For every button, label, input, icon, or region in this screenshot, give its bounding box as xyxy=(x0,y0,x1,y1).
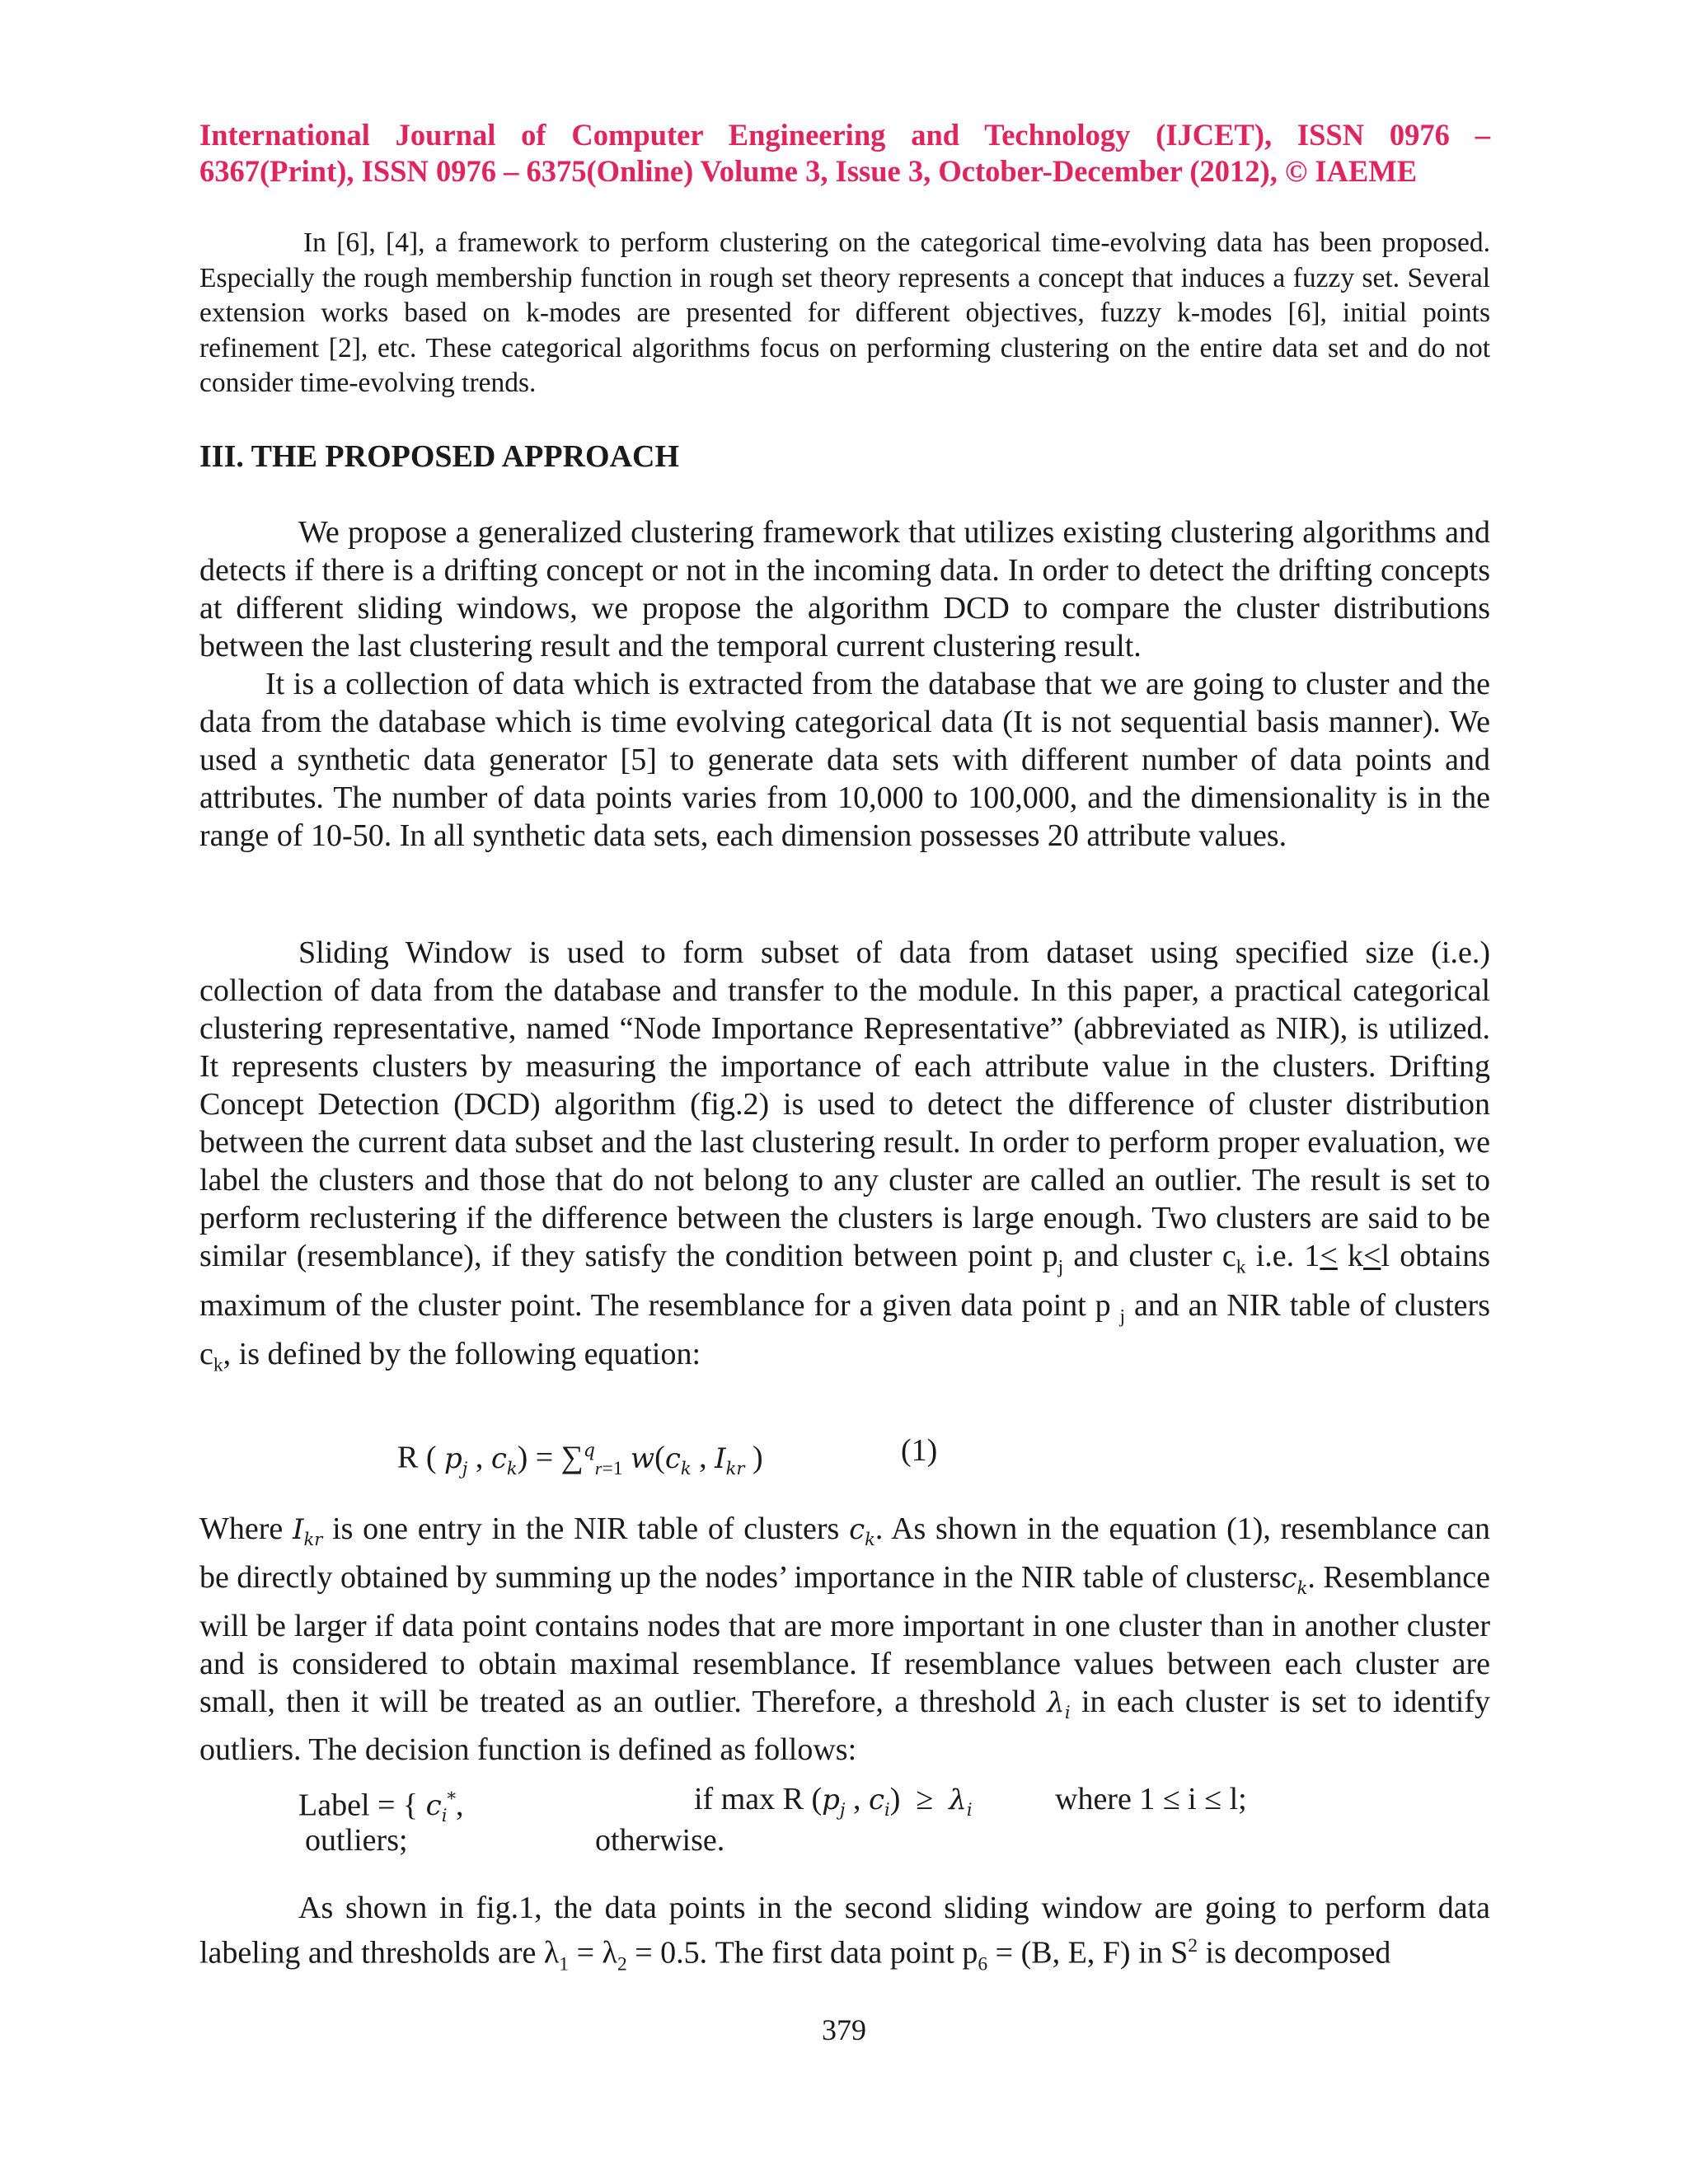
text-shown: . As shown in the equation (1), resemblance can be directly obtained by summing up the nodes’ importance in the NIR table of clusters xyxy=(199,1511,1491,1595)
text-ie: i.e. 1 xyxy=(1255,1239,1320,1273)
text-and-nir: and an NIR table of clusters c xyxy=(199,1287,1490,1372)
equation-1-lhs: R ( xyxy=(397,1440,437,1475)
decision-if-text: if max R ( xyxy=(694,1782,823,1816)
text-fig-3: = 0.5. The first data point p xyxy=(635,1935,978,1971)
approach-paragraphs xyxy=(199,513,1490,855)
paragraph-approach xyxy=(199,513,1490,665)
journal-header xyxy=(199,117,1490,190)
decision-otherwise: otherwise. xyxy=(595,1823,725,1858)
intro-text: In [6], [4], a framework to perform clustering on the categorical time-evolving data has been proposed. Especially the rough membership function in rough set theory represents a concept that induces a fuzzy set. Several extension works based on k-modes are presented for different objectives, fuzzy k-modes [6], initial points refinement [2], etc. These categorical algorithms focus on performing clustering on the entire data set and do not consider time-evolving trends. xyxy=(199,227,1490,398)
equation-1: R ( $p_j$ , $c_k) = \sum^q_{r=1}$ $w(c_k$ , $I_{kr}$ ) xyxy=(397,1440,763,1480)
text-decision: in each cluster is set to identify outliers. The decision function is defined as follows: xyxy=(199,1684,1491,1768)
text-where: Where xyxy=(199,1511,284,1546)
paragraph-where: Where $I_{kr}$ is one entry in the NIR table of clusters $c_k$. As shown in the equation (1), resemblance can be directly obtained by summing up the nodes’ importance in the NIR table of clustersc$_k$. Resemblance will be larger if data point contains nodes that are more important in one cluster than in another cluster and is considered to obtain maximal resemblance. If resemblance values between each cluster are small, then it will be treated as an outlier. Therefore, a threshold $\lambda_i$ in each cluster is set to identify outliers. The decision function is defined as follows: xyxy=(199,1511,1491,1768)
journal-header-line2: 6367(Print), ISSN 0976 – 6375(Online) Volume 3, Issue 3, October-December (2012), © IAEME xyxy=(199,154,1418,188)
paragraph-window: Sliding Window is used to form subset of data from dataset using specified size (i.e.) collection of data from the database and transfer to the module. In this paper, a practical categorical clustering representative, named “Node Importance Representative” (abbreviated as NIR), is utilized. It represents clusters by measuring the importance of each attribute value in the clusters. Drifting Concept Detection (DCD) algorithm (fig.2) is used to detect the difference of cluster distribution between the current data subset and the last clustering result. In order to perform proper evaluation, we label the clusters and those that do not belong to any cluster are called an outlier. The result is set to perform reclustering if the difference between the clusters is large enough. Two clusters are said to be similar (resemblance), if they satisfy the condition between point $p_j$ and cluster $c_k$ i.e. 1< k<l obtains maximum of the cluster point. The resemblance for a given data point p $_j$ and an NIR table of clusters $c_k$, is defined by the following equation: xyxy=(199,935,1490,1376)
section-title: III. THE PROPOSED APPROACH xyxy=(199,439,680,474)
paragraph-data xyxy=(199,665,1490,855)
paragraph-window-text: Sliding Window is used to form subset of data from dataset using specified size (i.e.) collection of data from the database and transfer to the module. In this paper, a practical categorical clustering representative, named “Node Importance Representative” (abbreviated as NIR), is utilized. It represents clusters by measuring the importance of each attribute value in the clusters. Drifting Concept Detection (DCD) algorithm (fig.2) is used to detect the difference of cluster distribution between the current data subset and the last clustering result. In order to perform proper evaluation, we label the clusters and those that do not belong to any cluster are called an outlier. The result is set to perform reclustering if the difference between the clusters is large enough. Two clusters are said to be similar (resemblance), if they satisfy the condition between point xyxy=(199,935,1490,1273)
text-defined: , is defined by the following equation: xyxy=(223,1337,701,1372)
decision-label-text: Label = { xyxy=(298,1788,419,1823)
decision-condition: if max R ($p_j$ , $c_i) \ge \lambda_i$ xyxy=(694,1782,973,1820)
text-fig-4: = (B, E, F) in S xyxy=(995,1935,1189,1971)
intro-paragraph xyxy=(199,226,1490,401)
text-resemblance: . Resemblance will be larger if data point contains nodes that are more important in one cluster than in another cluster and is considered to obtain maximal resemblance. If resemblance values between each cluster are small, then it will be treated as an outlier. Therefore, a threshold xyxy=(199,1559,1490,1719)
text-fig-1: As shown in fig.1, the data points in the second sliding window are going to perform data labeling and thresholds are λ xyxy=(199,1891,1490,1971)
text-fig-2: = λ xyxy=(576,1935,617,1971)
decision-outliers: outliers; xyxy=(305,1823,408,1858)
text-fig-5: is decomposed xyxy=(1205,1935,1391,1971)
text-and-cluster: and cluster xyxy=(1073,1239,1212,1273)
paragraph-data-text: It is a collection of data which is extracted from the database that we are going to cluster and the data from the database which is time evolving categorical data (It is not sequential basis manner). We used a synthetic data generator [5] to generate data sets with different number of data points and attributes. The number of data points varies from 10,000 to 100,000, and the dimensionality is in the range of 10-50. In all synthetic data sets, each dimension possesses 20 attribute values. xyxy=(199,667,1490,853)
page-number: 379 xyxy=(822,2013,866,2046)
equation-1-number: (1) xyxy=(901,1433,938,1468)
text-entry: is one entry in the NIR table of clusters xyxy=(332,1511,840,1546)
paragraph-fig: As shown in fig.1, the data points in the second sliding window are going to perform data labeling and thresholds are $\lambda_1 = \lambda_2 = 0.5$. The first data point $p_6 = (B$, E, F) in $S^2$ is decomposed xyxy=(199,1891,1490,1975)
text-obtains: obtains maximum of the cluster point. The resemblance for a given data point p xyxy=(199,1239,1490,1323)
journal-header-line1: International Journal of Computer Engineering and Technology (IJCET), ISSN 0976 – xyxy=(199,118,1490,152)
paragraph-approach-text: We propose a generalized clustering framework that utilizes existing clustering algorithms and detects if there is a drifting concept or not in the incoming data. In order to detect the drifting concepts at different sliding windows, we propose the algorithm DCD to compare the cluster distributions between the last clustering result and the temporal current clustering result. xyxy=(199,515,1490,663)
decision-where: where 1 ≤ i ≤ l; xyxy=(1055,1782,1247,1816)
decision-label: Label = { $c_i^*$, xyxy=(298,1788,464,1826)
